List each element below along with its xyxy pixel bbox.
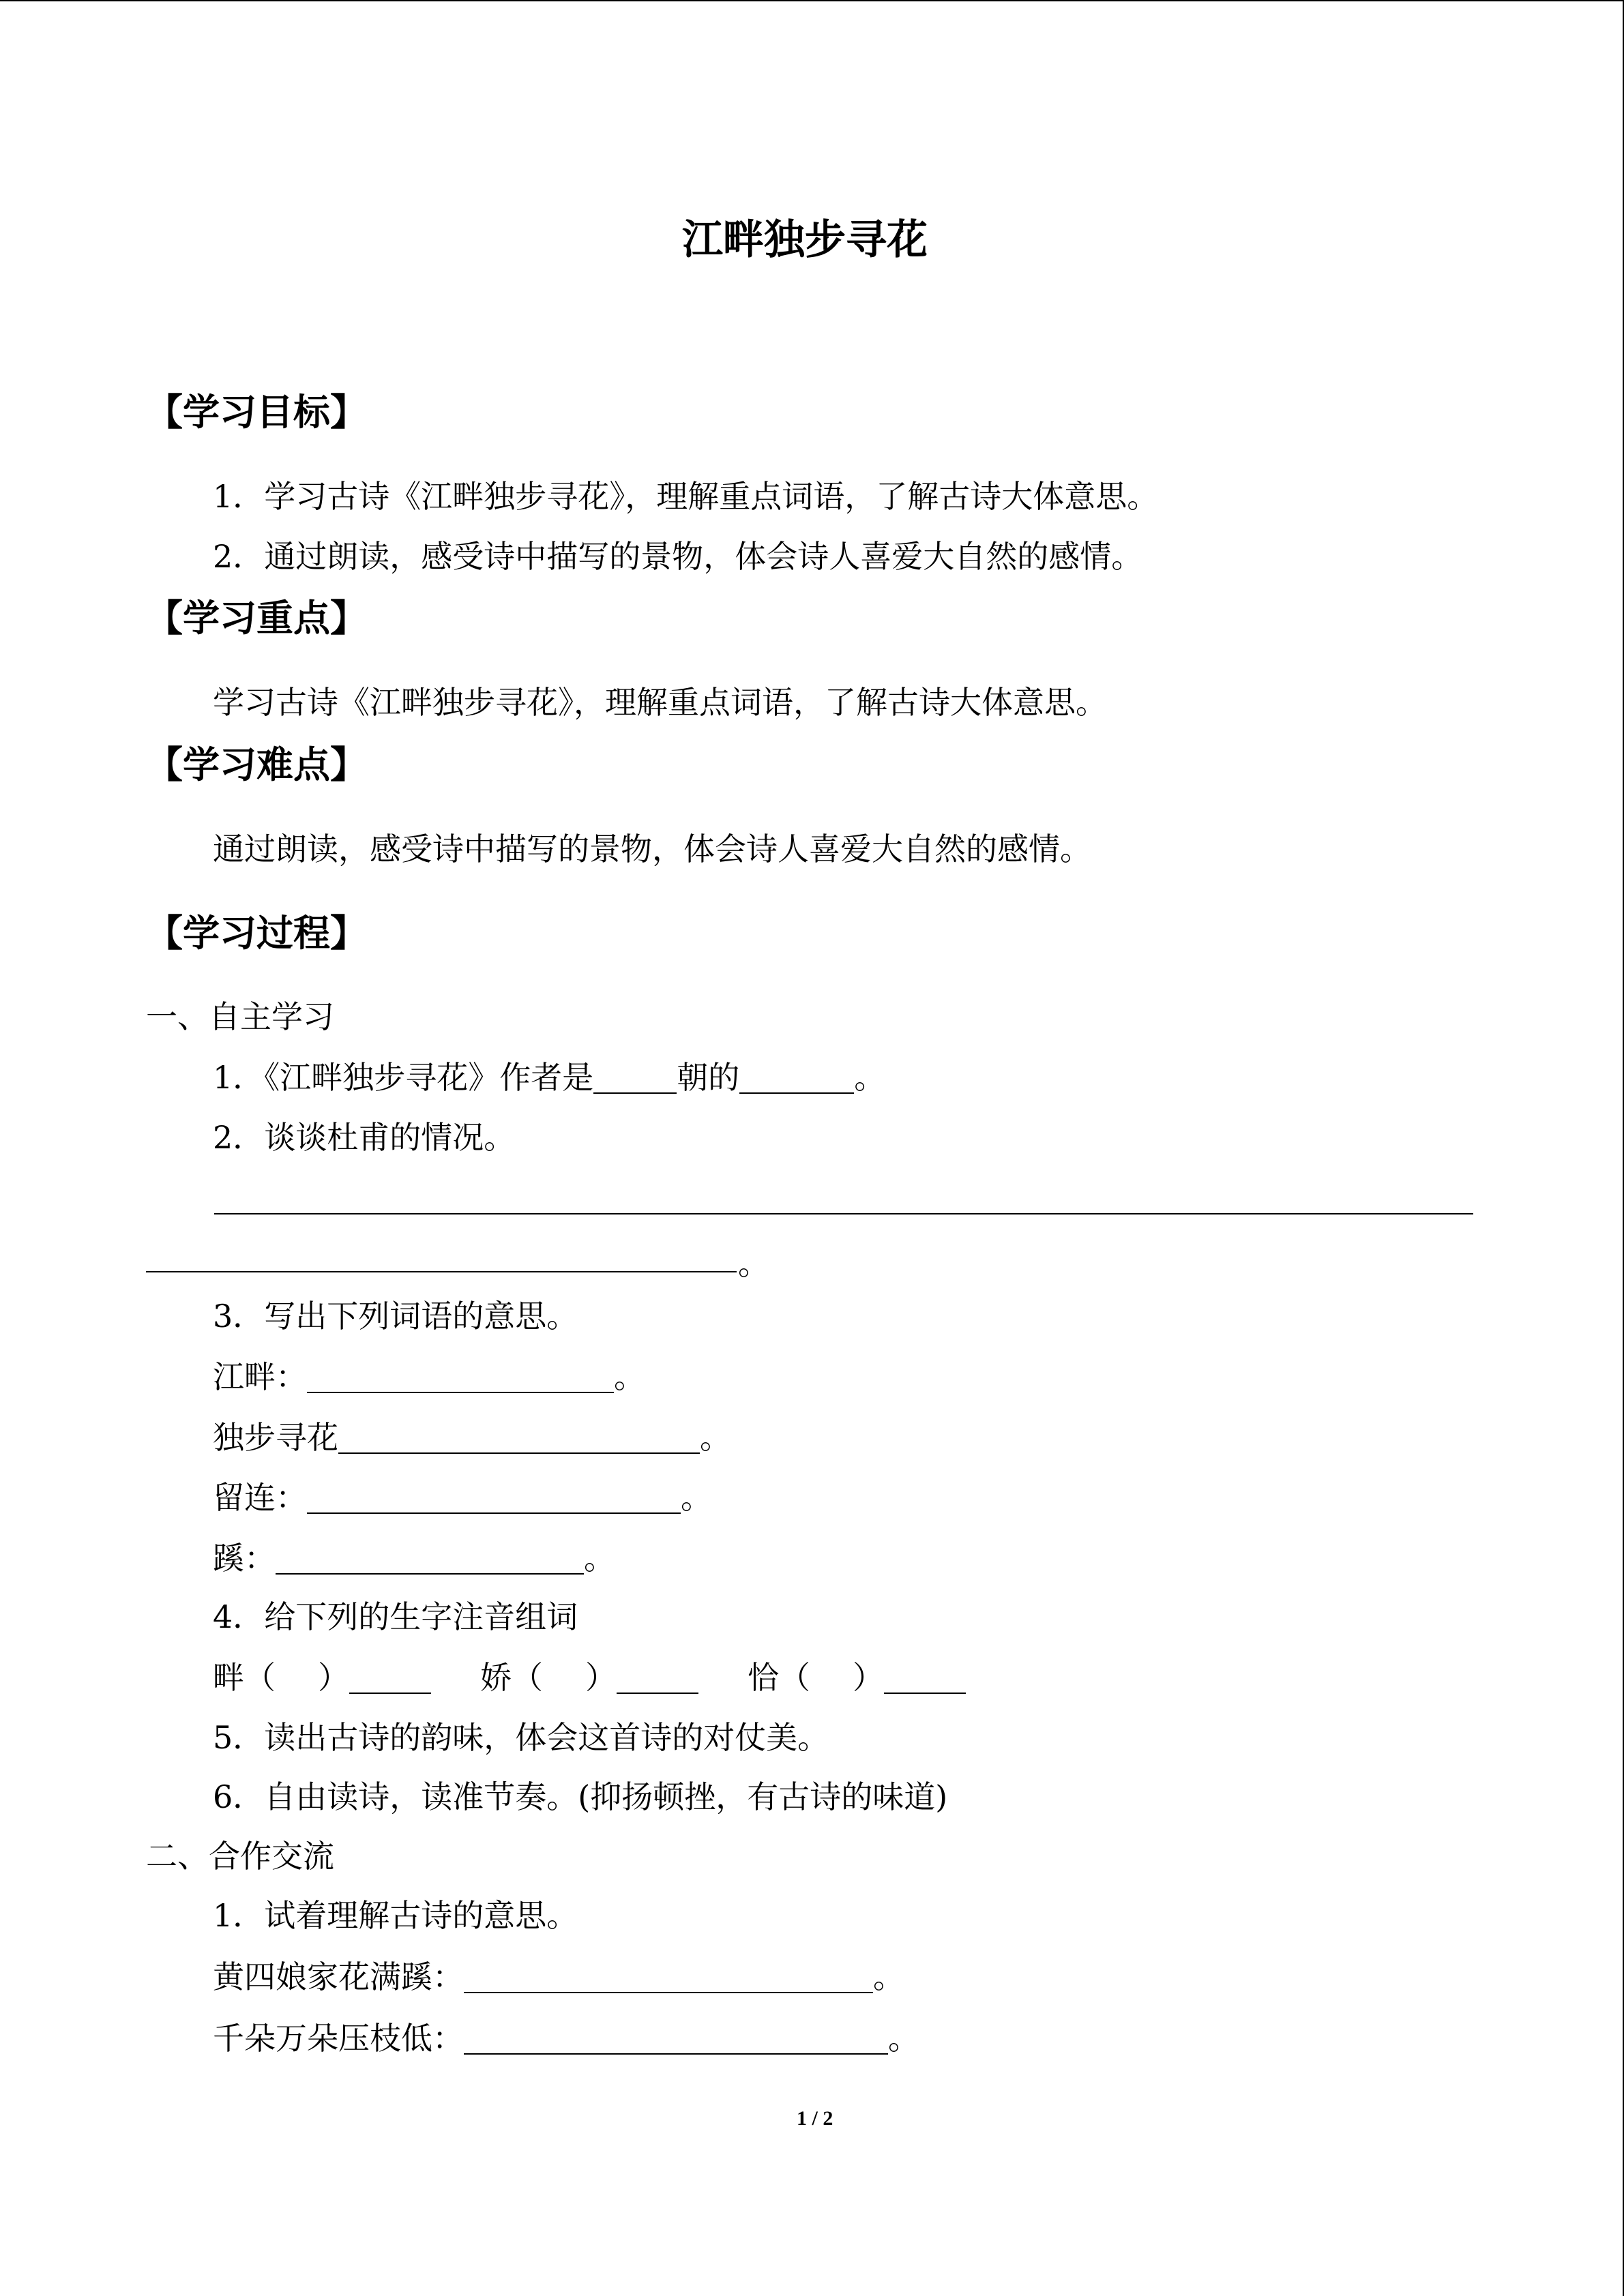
q3-term-4 (213, 1542, 615, 1575)
part2-line-1-label: 黄四娘家花满蹊： (213, 1958, 464, 1995)
difficulties-text: 通过朗读，感受诗中描写的景物，体会诗人喜爱大自然的感情。 (213, 831, 1091, 867)
q4-char-1-close: ） (318, 1659, 349, 1696)
q1-line (213, 1059, 886, 1096)
q4-chars-line (213, 1659, 966, 1696)
q4-char-2-open: （ (512, 1659, 543, 1696)
part2-line-2-blank[interactable] (464, 2026, 888, 2055)
q3-term-3-end: 。 (681, 1479, 712, 1516)
part2-line-1-end: 。 (873, 1958, 904, 1995)
part2-line-2-label: 千朵万朵压枝低： (213, 2020, 464, 2057)
part2-line-1 (213, 1958, 904, 1995)
section-heading-key-points: 【学习重点】 (146, 597, 367, 640)
q1-mid: 朝的 (677, 1059, 740, 1096)
q3-term-1-blank[interactable] (307, 1365, 614, 1393)
q1-blank-author[interactable] (739, 1065, 854, 1094)
q3-term-3 (213, 1479, 712, 1516)
q3-term-4-blank[interactable] (276, 1546, 584, 1575)
q4-char-1-open: （ (244, 1659, 276, 1696)
q2-text: 2．谈谈杜甫的情况。 (213, 1119, 516, 1156)
q2-end: 。 (738, 1245, 769, 1282)
q3-term-1 (213, 1358, 645, 1395)
goal-item-1: 1．学习古诗《江畔独步寻花》，理解重点词语，了解古诗大体意思。 (213, 478, 1159, 515)
q3-text: 3．写出下列词语的意思。 (213, 1298, 578, 1335)
q3-term-3-blank[interactable] (307, 1485, 681, 1514)
part2-q1-text: 1．试着理解古诗的意思。 (213, 1897, 578, 1934)
q4-char-1-blank[interactable] (349, 1665, 431, 1694)
q4-char-2: 娇 (480, 1659, 512, 1696)
key-points-text: 学习古诗《江畔独步寻花》，理解重点词语，了解古诗大体意思。 (213, 684, 1107, 721)
section-heading-process: 【学习过程】 (146, 912, 367, 955)
section-heading-goals: 【学习目标】 (146, 391, 367, 434)
q4-char-1: 畔 (213, 1659, 244, 1696)
q3-term-2-label: 独步寻花 (213, 1419, 338, 1456)
section-heading-difficulties: 【学习难点】 (146, 743, 367, 786)
q4-char-3-blank[interactable] (884, 1665, 966, 1694)
q4-char-3-open: （ (779, 1659, 810, 1696)
q2-answer-line-1[interactable] (214, 1213, 1473, 1214)
q4-char-2-close: ） (585, 1659, 617, 1696)
q3-term-2-end: 。 (700, 1419, 731, 1456)
q1-blank-dynasty[interactable] (593, 1065, 677, 1094)
q2-answer-line-2[interactable] (146, 1271, 737, 1272)
part2-line-1-blank[interactable] (464, 1965, 873, 1993)
q4-char-2-blank[interactable] (617, 1665, 698, 1694)
part2-heading: 二、合作交流 (146, 1838, 334, 1875)
q1-end: 。 (854, 1059, 886, 1096)
q3-term-2 (213, 1419, 731, 1456)
q3-term-2-blank[interactable] (338, 1425, 700, 1454)
q4-char-3-close: ） (853, 1659, 884, 1696)
q3-term-1-label: 江畔： (213, 1358, 307, 1395)
page-title: 江畔独步寻花 (682, 216, 928, 264)
q3-term-4-end: 。 (584, 1540, 615, 1577)
goal-item-2: 2．通过朗读，感受诗中描写的景物，体会诗人喜爱大自然的感情。 (213, 538, 1143, 575)
part2-line-2 (213, 2020, 919, 2057)
q6-text: 6．自由读诗，读准节奏。(抑扬顿挫，有古诗的味道) (213, 1778, 948, 1815)
q3-term-3-label: 留连： (213, 1479, 307, 1516)
part2-line-2-end: 。 (888, 2020, 919, 2057)
q4-char-3: 恰 (748, 1659, 779, 1696)
part1-heading: 一、自主学习 (146, 998, 334, 1035)
q1-prefix: 1．《江畔独步寻花》作者是 (213, 1059, 594, 1096)
q5-text: 5．读出古诗的韵味，体会这首诗的对仗美。 (213, 1719, 829, 1756)
q3-term-1-end: 。 (614, 1358, 645, 1395)
q3-term-4-label: 蹊： (213, 1540, 276, 1577)
q4-text: 4．给下列的生字注音组词 (213, 1598, 578, 1635)
page-number: 1 / 2 (797, 2107, 833, 2130)
